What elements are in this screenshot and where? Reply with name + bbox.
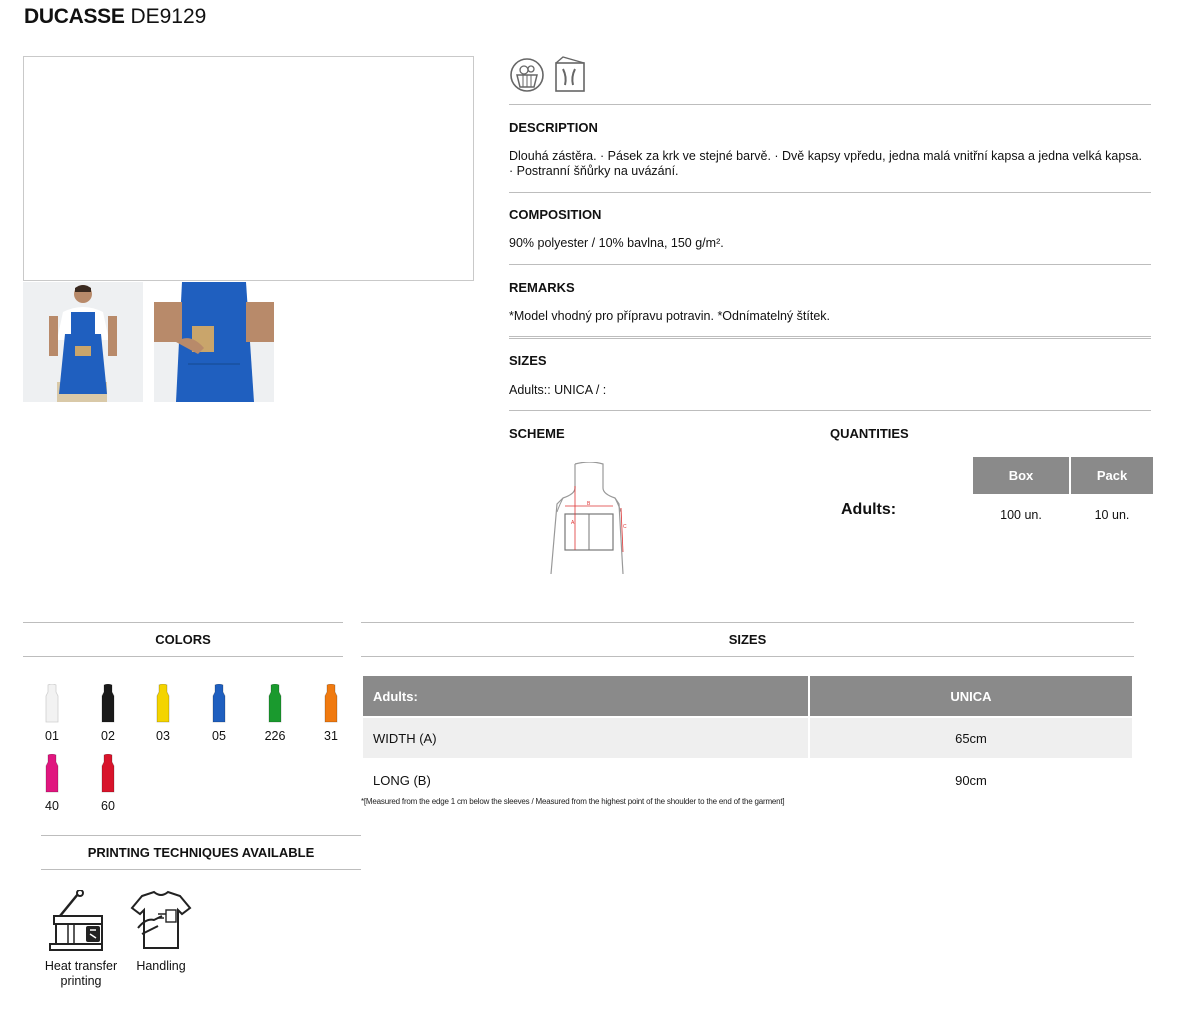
description-heading: DESCRIPTION: [509, 120, 598, 135]
tshirt-handling-icon: [128, 888, 194, 957]
svg-text:B: B: [587, 501, 591, 507]
color-swatch[interactable]: [148, 684, 178, 743]
quantities-heading: QUANTITIES: [830, 426, 909, 441]
apron-color-icon: [260, 684, 290, 724]
color-swatch[interactable]: [37, 684, 67, 743]
color-swatch[interactable]: [316, 684, 346, 743]
size-table-header-unica: UNICA: [810, 676, 1132, 716]
color-swatch[interactable]: [204, 684, 234, 743]
remarks-text: *Model vhodný pro přípravu potravin. *Odnímatelný štítek.: [509, 309, 830, 323]
color-code: 60: [101, 799, 115, 813]
scheme-heading: SCHEME: [509, 426, 565, 441]
apron-scheme-diagram: [545, 462, 635, 579]
size-row-value: 90cm: [955, 772, 987, 788]
size-table-heading: SIZES: [728, 632, 767, 647]
color-code: 05: [212, 729, 226, 743]
product-name: DUCASSE: [24, 5, 125, 28]
page-title: [24, 5, 206, 29]
apron-color-icon: [316, 684, 346, 724]
product-code: DE9129: [130, 5, 207, 28]
size-row-label: LONG (B): [373, 772, 431, 788]
removable-label-icon: [553, 55, 587, 96]
sizes-heading: SIZES: [509, 353, 547, 368]
table-row: [363, 718, 1132, 758]
color-swatch[interactable]: [93, 754, 123, 813]
quantities-table: [971, 455, 1155, 536]
printing-heading: PRINTING TECHNIQUES AVAILABLE: [87, 845, 315, 860]
apron-color-icon: [93, 684, 123, 724]
remarks-heading: REMARKS: [509, 280, 575, 295]
sizes-text: Adults:: UNICA / :: [509, 383, 607, 397]
color-swatch[interactable]: [260, 684, 290, 743]
color-code: 01: [45, 729, 59, 743]
svg-text:C: C: [623, 524, 627, 530]
heat-press-icon: [46, 890, 110, 957]
thumbnail-1[interactable]: [23, 282, 143, 402]
pack-column-header: Pack: [1071, 457, 1153, 494]
size-row-label: WIDTH (A): [363, 718, 808, 758]
composition-heading: COMPOSITION: [509, 207, 602, 222]
heat-transfer-label: Heat transfer printing: [44, 959, 118, 988]
apron-color-icon: [37, 684, 67, 724]
size-row-value: 65cm: [810, 718, 1132, 758]
main-product-image[interactable]: [23, 56, 474, 281]
colors-heading: COLORS: [155, 632, 211, 647]
description-text: Dlouhá zástěra. · Pásek za krk ve stejné barvě. · Dvě kapsy vpředu, jedna malá vnitřní kapsa a jedna velká kapsa. · Postranní šňůrky na uvázání.: [509, 149, 1142, 178]
color-code: 02: [101, 729, 115, 743]
svg-text:A: A: [571, 520, 575, 526]
pack-quantity: 10 un.: [1094, 508, 1130, 522]
apron-color-icon: [148, 684, 178, 724]
color-swatch[interactable]: [93, 684, 123, 743]
color-code: 31: [324, 729, 338, 743]
box-quantity: 100 un.: [1000, 508, 1042, 522]
color-swatch[interactable]: [37, 754, 67, 813]
thumbnail-2[interactable]: [154, 282, 274, 402]
color-code: 226: [264, 729, 286, 743]
table-row: [363, 760, 1132, 800]
composition-text: 90% polyester / 10% bavlna, 150 g/m².: [509, 236, 724, 250]
apron-color-icon: [93, 754, 123, 794]
apron-color-icon: [204, 684, 234, 724]
size-table-header-adults: Adults:: [363, 676, 808, 716]
food-safe-icon: [509, 57, 545, 96]
quantities-row-label: Adults:: [841, 501, 897, 518]
size-table: [361, 674, 1134, 802]
handling-label: Handling: [136, 959, 186, 973]
apron-color-icon: [37, 754, 67, 794]
box-column-header: Box: [973, 457, 1069, 494]
color-code: 40: [45, 799, 59, 813]
color-code: 03: [156, 729, 170, 743]
size-table-note: *[Measured from the edge 1 cm below the sleeves / Measured from the highest point of the shoulder to the end of the garment]: [361, 797, 785, 806]
